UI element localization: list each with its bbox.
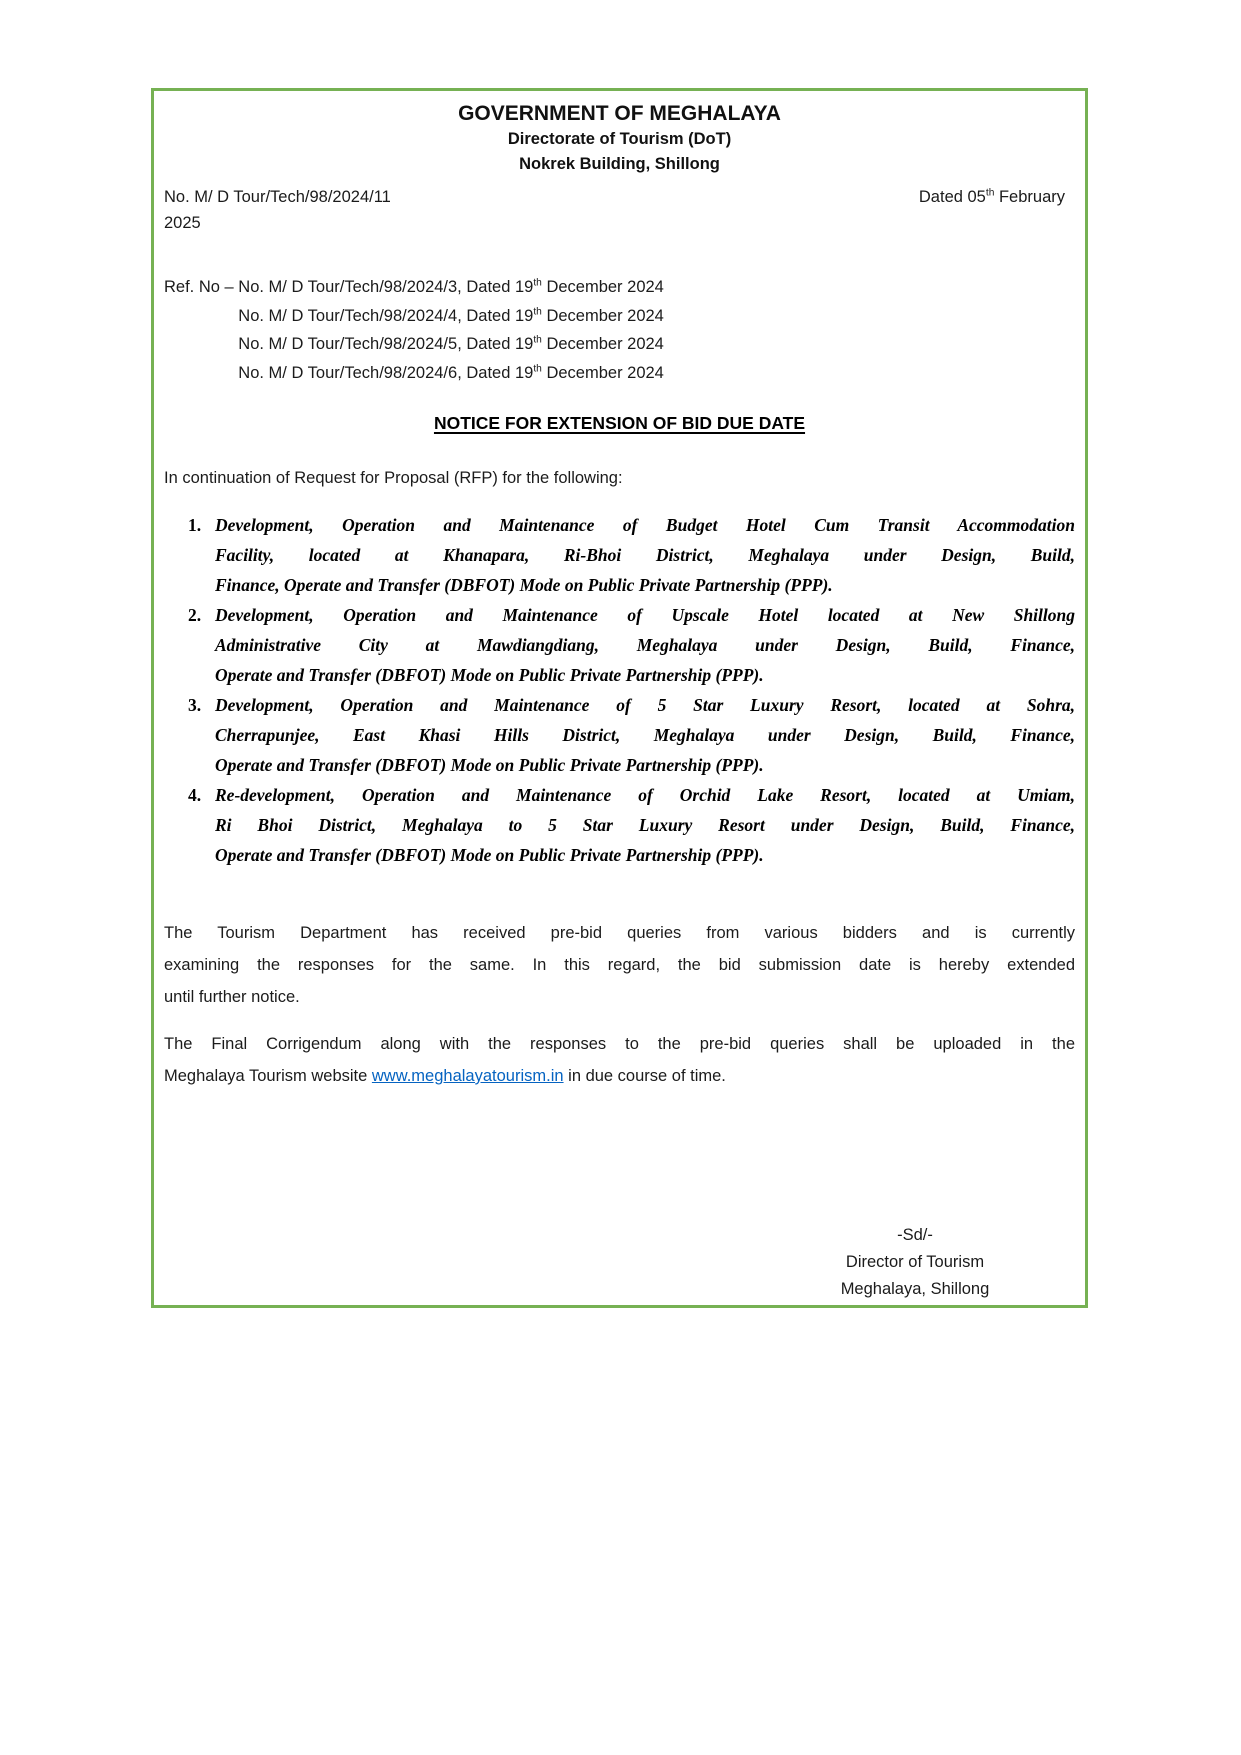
rfp-item-3 (164, 690, 1075, 780)
rfp-item-text-line: Operate and Transfer (DBFOT) Mode on Public Private Partnership (PPP). (215, 845, 764, 865)
rfp-item-text-line: Development, Operation and Maintenance of Budget Hotel Cum Transit Accommodation (215, 515, 1075, 535)
rfp-item-4 (164, 780, 1075, 870)
rfp-item-1 (164, 510, 1075, 600)
body-paragraph-extension (164, 917, 1075, 1013)
rfp-item-number: 1. (188, 515, 202, 535)
signature-place: Meghalaya, Shillong (840, 1280, 990, 1298)
rfp-item-text-line: Facility, located at Khanapara, Ri-Bhoi District, Meghalaya under Design, Build, (215, 545, 1075, 565)
rfp-item-text-line: Ri Bhoi District, Meghalaya to 5 Star Luxury Resort under Design, Build, Finance, (215, 815, 1075, 835)
rfp-item-number: 4. (188, 785, 202, 805)
rfp-item-text-line: Re-development, Operation and Maintenance of Orchid Lake Resort, located at Umiam, (215, 785, 1075, 805)
signature-designation: Director of Tourism (845, 1253, 985, 1271)
paragraph-line: Meghalaya Tourism website www.meghalayatourism.in in due course of time. (164, 1067, 726, 1085)
notice-title: NOTICE FOR EXTENSION OF BID DUE DATE (433, 413, 806, 433)
rfp-item-text-line: Development, Operation and Maintenance of Upscale Hotel located at New Shillong (215, 605, 1075, 625)
body-paragraph-corrigendum (164, 1028, 1075, 1092)
rfp-item-number: 3. (188, 695, 202, 715)
reference-line: No. M/ D Tour/Tech/98/2024/4, Dated 19th December 2024 (238, 306, 664, 325)
rfp-item-text-line: Operate and Transfer (DBFOT) Mode on Public Private Partnership (PPP). (215, 665, 764, 685)
letter-date: Dated 05th February (918, 187, 1065, 206)
rfp-item-text-line: Development, Operation and Maintenance of 5 Star Luxury Resort, located at Sohra, (215, 695, 1075, 715)
reference-list (164, 273, 1075, 387)
signature-sd: -Sd/- (897, 1226, 933, 1244)
ref-number-date-row (164, 184, 1075, 210)
rfp-item-text-line: Administrative City at Mawdiangdiang, Meghalaya under Design, Build, Finance, (215, 635, 1075, 655)
paragraph-line: The Tourism Department has received pre-bid queries from various bidders and is currently (164, 924, 1075, 942)
org-address: Nokrek Building, Shillong (519, 155, 720, 173)
rfp-item-text-line: Cherrapunjee, East Khasi Hills District, Meghalaya under Design, Build, Finance, (215, 725, 1075, 745)
document-border-box (151, 88, 1088, 1308)
intro-text: In continuation of Request for Proposal (RFP) for the following: (164, 469, 623, 487)
rfp-project-list (164, 510, 1075, 870)
reference-line: No. M/ D Tour/Tech/98/2024/6, Dated 19th December 2024 (238, 363, 664, 382)
reference-line: No. M/ D Tour/Tech/98/2024/5, Dated 19th December 2024 (238, 334, 664, 353)
reference-line: Ref. No – No. M/ D Tour/Tech/98/2024/3, Dated 19th December 2024 (164, 277, 664, 296)
org-name: GOVERNMENT OF MEGHALAYA (458, 102, 781, 125)
website-link[interactable]: www.meghalayatourism.in (371, 1067, 564, 1085)
letter-ref-number: No. M/ D Tour/Tech/98/2024/11 (164, 188, 391, 206)
rfp-item-number: 2. (188, 605, 202, 625)
signature-block (790, 1222, 1040, 1303)
rfp-item-2 (164, 600, 1075, 690)
letter-date-year-wrap: 2025 (164, 214, 201, 232)
rfp-item-text-line: Operate and Transfer (DBFOT) Mode on Public Private Partnership (PPP). (215, 755, 764, 775)
paragraph-line: until further notice. (164, 988, 300, 1006)
paragraph-line: examining the responses for the same. In this regard, the bid submission date is hereby extended (164, 956, 1075, 974)
org-department: Directorate of Tourism (DoT) (507, 130, 732, 148)
rfp-item-text-line: Finance, Operate and Transfer (DBFOT) Mode on Public Private Partnership (PPP). (215, 575, 833, 595)
paragraph-line: The Final Corrigendum along with the responses to the pre-bid queries shall be uploaded in the (164, 1035, 1075, 1053)
date-ordinal-suffix: th (985, 187, 995, 199)
